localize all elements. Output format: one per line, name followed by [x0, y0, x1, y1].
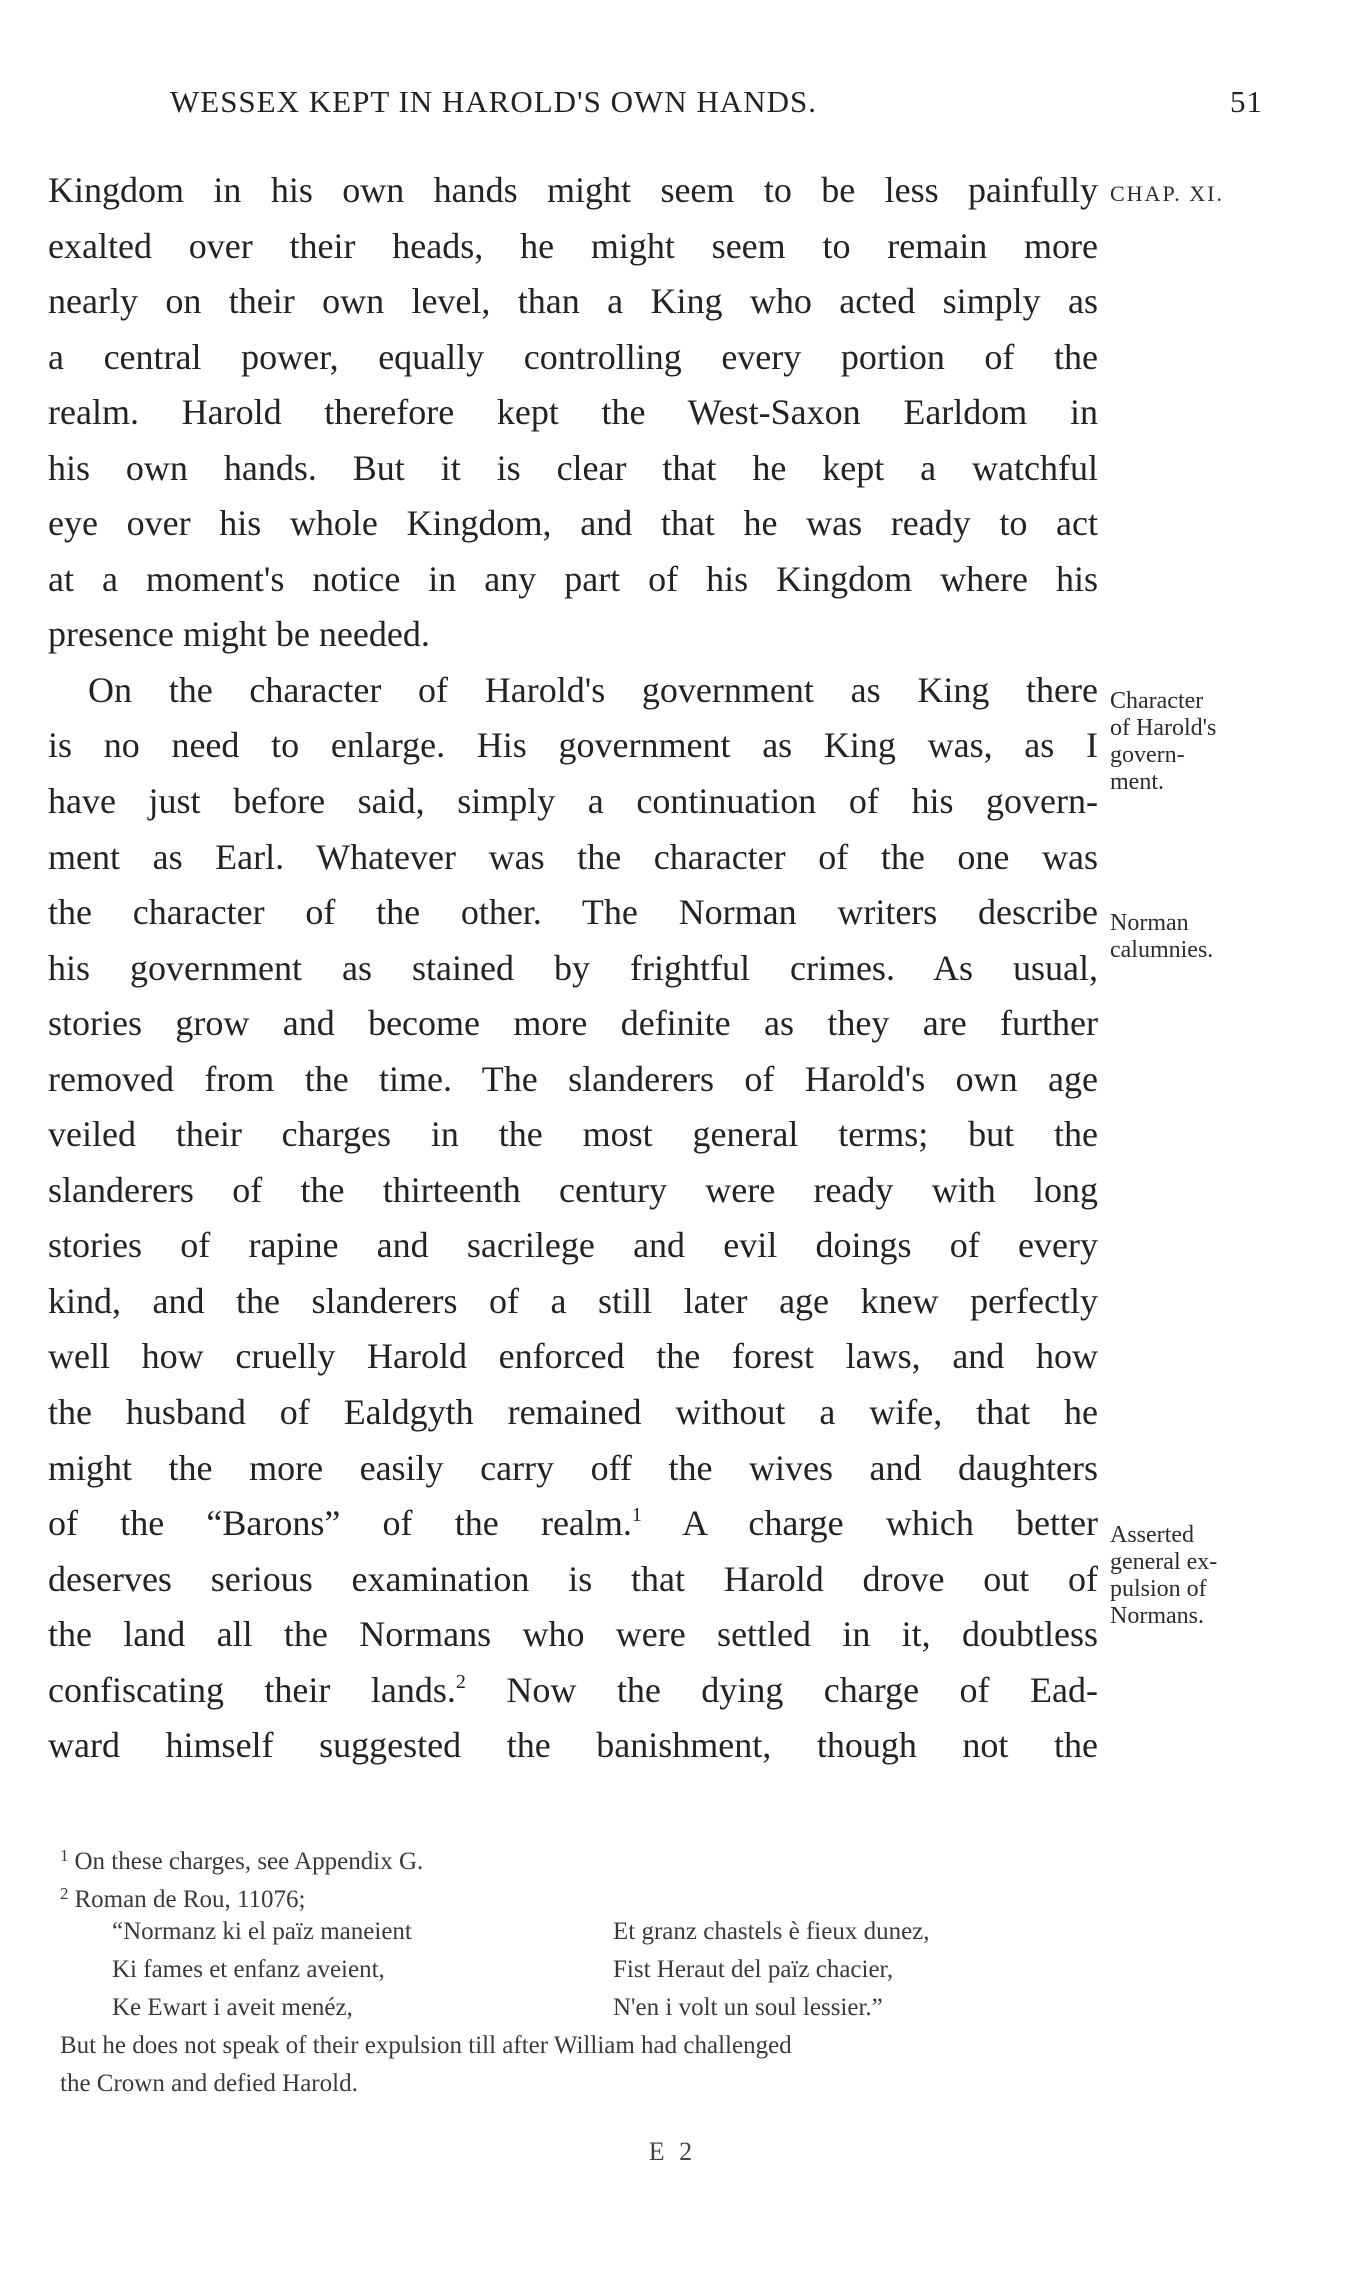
page-number: 51: [1230, 84, 1263, 119]
signature-mark: E 2: [648, 2137, 697, 2166]
poem-line: Fist Heraut del païz chacier,: [613, 1956, 894, 1983]
text-line: removed from the time. The slanderers of Harold's own age: [48, 1058, 1098, 1099]
text-line: kind, and the slanderers of a still later age knew perfectly: [48, 1280, 1098, 1321]
margin-note-line: Asserted: [1110, 1522, 1194, 1548]
footnote-ref-1: 1: [631, 1504, 642, 1527]
footnote-text: Roman de Rou, 11076;: [74, 1886, 306, 1913]
text-line: ward himself suggested the banishment, though not the: [48, 1725, 1098, 1766]
margin-note-line: ment.: [1110, 769, 1164, 795]
text-line: realm. Harold therefore kept the West-Saxon Earldom in: [48, 392, 1098, 433]
text-line: at a moment's notice in any part of his Kingdom where his: [48, 558, 1098, 599]
footnote-ref-2: 2: [455, 1670, 466, 1693]
text-line: On the character of Harold's government as King there: [88, 669, 1098, 710]
margin-note-line: of Harold's: [1110, 715, 1217, 741]
poem-line: Ki fames et enfanz aveient,: [112, 1956, 385, 1983]
text-line: eye over his whole Kingdom, and that he was ready to act: [48, 503, 1098, 544]
poem-line: “Normanz ki el païz maneient: [112, 1918, 412, 1945]
footnote-continuation: the Crown and defied Harold.: [60, 2070, 358, 2097]
text-fragment: A charge which better: [641, 1503, 1098, 1544]
text-line: his own hands. But it is clear that he kept a watchful: [48, 447, 1098, 488]
text-fragment: of the “Barons” of the realm.: [48, 1503, 632, 1544]
text-line: have just before said, simply a continuation of his govern-: [48, 781, 1098, 822]
text-line: presence might be needed.: [48, 614, 430, 655]
footnote-1: [60, 1837, 1120, 1875]
margin-note-line: calumnies.: [1110, 937, 1214, 963]
margin-note-line: general ex-: [1110, 1549, 1218, 1575]
footnotes: [60, 1837, 1120, 2103]
text-line: well how cruelly Harold enforced the forest laws, and how: [48, 1336, 1098, 1377]
poem-line: N'en i volt un soul lessier.”: [613, 1994, 883, 2021]
footnote-text: On these charges, see Appendix G.: [74, 1848, 424, 1875]
margin-note-character: [1110, 688, 1216, 796]
text-line: exalted over their heads, he might seem to remain more: [48, 225, 1098, 266]
text-line: stories grow and become more definite as they are further: [48, 1003, 1098, 1044]
running-title: WESSEX KEPT IN HAROLD'S OWN HANDS.: [170, 84, 817, 119]
margin-note-line: Normans.: [1110, 1603, 1204, 1629]
footnote-2: [60, 1875, 1120, 1913]
text-line: the husband of Ealdgyth remained without a wife, that he: [48, 1392, 1098, 1433]
poem-row: [60, 1951, 1120, 1989]
footnote-number: 2: [60, 1884, 69, 1903]
text-line: nearly on their own level, than a King who acted simply as: [48, 281, 1098, 322]
poem-line: Ke Ewart i aveit menéz,: [112, 1994, 353, 2021]
poem-line: Et granz chastels è fieux dunez,: [613, 1918, 930, 1945]
footnote-continuation: But he does not speak of their expulsion till after William had challenged: [60, 2032, 792, 2059]
text-line: ment as Earl. Whatever was the character of the one was: [48, 836, 1098, 877]
poem-row: [60, 1913, 1120, 1951]
margin-note-line: Norman: [1110, 910, 1189, 936]
margin-note-line: govern-: [1110, 742, 1185, 768]
text-line: a central power, equally controlling every portion of the: [48, 336, 1098, 377]
margin-note-line: pulsion of: [1110, 1576, 1207, 1602]
text-line: the land all the Normans who were settled in it, doubtless: [48, 1614, 1098, 1655]
poem-row: [60, 1989, 1120, 2027]
margin-note-norman: [1110, 910, 1213, 964]
running-header: [170, 84, 1263, 128]
text-line: veiled their charges in the most general terms; but the: [48, 1114, 1098, 1155]
text-line: might the more easily carry off the wives and daughters: [48, 1447, 1098, 1488]
chapter-marker: CHAP. XI.: [1110, 181, 1224, 206]
text-fragment: confiscating their lands.: [48, 1669, 456, 1710]
text-line: Kingdom in his own hands might seem to be less painfully: [48, 170, 1098, 210]
text-fragment: Now the dying charge of Ead-: [465, 1669, 1098, 1710]
footnote-number: 1: [60, 1846, 69, 1865]
text-line: deserves serious examination is that Harold drove out of: [48, 1558, 1098, 1599]
text-line: [48, 1663, 1098, 1719]
margin-note-asserted: [1110, 1522, 1217, 1630]
text-line: is no need to enlarge. His government as King was, as I: [48, 725, 1098, 766]
text-line: [48, 1496, 1098, 1552]
text-line: the character of the other. The Norman writers describe: [48, 892, 1098, 933]
margin-note-line: Character: [1110, 688, 1204, 714]
main-text: [48, 163, 1098, 1774]
text-line: his government as stained by frightful crimes. As usual,: [48, 947, 1098, 988]
text-line: slanderers of the thirteenth century were ready with long: [48, 1169, 1098, 1210]
text-line: stories of rapine and sacrilege and evil doings of every: [48, 1225, 1098, 1266]
